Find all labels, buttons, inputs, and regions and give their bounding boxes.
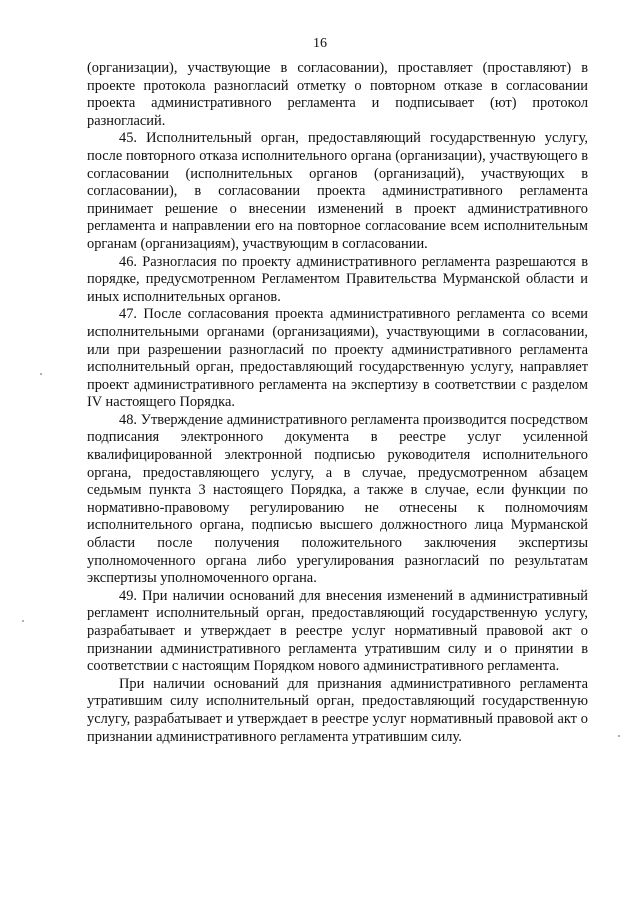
paragraph-46: 46. Разногласия по проекту административного регламента разрешаются в порядке, предусмотренном Регламентом Правительства Мурманской области и иных исполнительных органов. [87, 253, 588, 305]
scan-speck [618, 735, 620, 737]
paragraph-47: 47. После согласования проекта административного регламента со всеми исполнительными органами (организациями), участвующими в согласовании, или при разрешении разногласий по проекту административного регламента исполнительный орган, предоставляющий государственную услугу, направляет проект административного регламента на экспертизу в соответствии с разделом IV настоящего Порядка. [87, 306, 588, 411]
scan-speck [40, 373, 42, 375]
paragraph-48: 48. Утверждение административного регламента производится посредством подписания электронного документа в реестре услуг усиленной квалифицированной электронной подписью руководителя исполнительного органа, предоставляющего услугу, а в случае, предусмотренном абзацем седьмым пункта 3 настоящего Порядка, а также в случае, если функции по нормативно-правовому регулированию не отнесены к полномочиям исполнительного органа, подписью высшего должностного лица Мурманской области после получения положительного заключения экспертизы уполномоченного органа либо урегулирования разногласий по результатам экспертизы уполномоченного органа. [87, 411, 588, 587]
scan-speck [22, 620, 24, 622]
paragraph-continuation: (организации), участвующие в согласовании), проставляет (проставляют) в проекте протокола разногласий отметку о повторном отказе в согласовании проекта административного регламента и подписывает (ют) протокол разногласий. [87, 60, 588, 129]
page-number: 16 [313, 36, 327, 51]
document-body [87, 60, 588, 746]
paragraph-49-second: При наличии оснований для признания административного регламента утратившим силу исполнительный орган, предоставляющий государственную услугу, разрабатывает и утверждает в реестре услуг нормативный правовой акт о признании административного регламента утратившим силу. [87, 675, 588, 745]
paragraph-45: 45. Исполнительный орган, предоставляющий государственную услугу, после повторного отказа исполнительного органа (организации), участвующего в согласовании (исполнительных органов (организаций), участвующих в согласовании), в согласовании проекта административного регламента принимает решение о внесении изменений в проект административного регламента и направлении его на повторное согласование всем исполнительным органам (организациям), участвующим в согласовании. [87, 130, 588, 252]
paragraph-49: 49. При наличии оснований для внесения изменений в административный регламент исполнительный орган, предоставляющий государственную услугу, разрабатывает и утверждает в реестре услуг нормативный правовой акт о признании административного регламента утратившим силу и о принятии в соответствии с настоящим Порядком нового административного регламента. [87, 587, 588, 675]
